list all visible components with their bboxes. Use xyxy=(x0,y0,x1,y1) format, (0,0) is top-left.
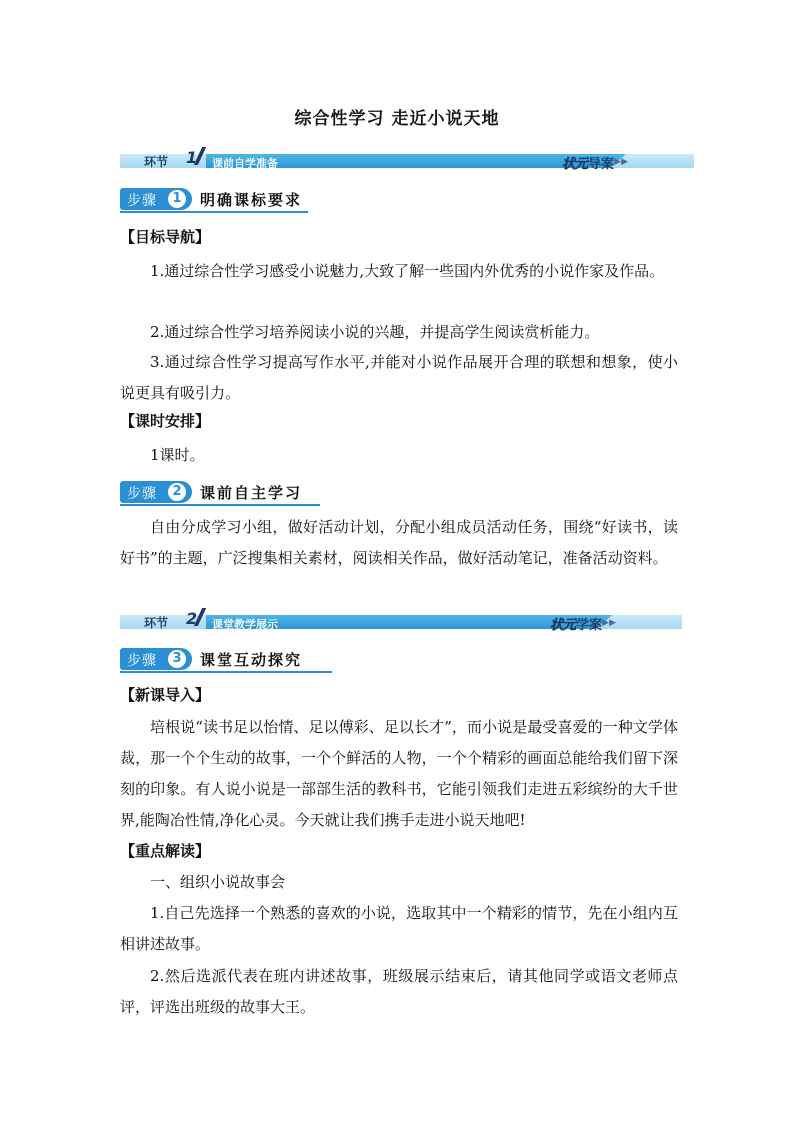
section-number: 1 xyxy=(186,148,198,167)
paragraph-goal-1: 1.通过综合性学习感受小说魅力,大致了解一些国内外优秀的小说作家及作品。 xyxy=(150,262,665,280)
step-number-circle: 1 xyxy=(168,190,186,208)
section-banner-2 xyxy=(120,609,682,633)
paragraph-intro: 培根说“读书足以怡情、足以傅彩、足以长才”，而小说是最受喜爱的一种文学体裁，那一个个生动的故事，一个个鲜活的人物，一个个精彩的画面总能给我们留下深刻的印象。有人说小说是一部部生活的教科书，它能引领我们走进五彩缤纷的大千世界,能陶冶性情,净化心灵。今天就让我们携手走进小说天地吧! xyxy=(120,718,678,829)
section-name: 课前自学准备 xyxy=(212,157,278,170)
step-title: 明确课标要求 xyxy=(200,191,303,209)
section-tag: 状元学案 xyxy=(549,618,602,633)
step-underline xyxy=(120,211,308,213)
page-title: 综合性学习 走近小说天地 xyxy=(294,109,500,129)
step-title: 课堂互动探究 xyxy=(200,651,303,669)
step-number-circle: 3 xyxy=(168,650,186,668)
step-label: 步骤 xyxy=(127,486,157,502)
double-arrow-icon: ▶▶ xyxy=(602,618,616,628)
section-number: 2 xyxy=(186,609,198,628)
section-label: 环节 xyxy=(144,616,169,630)
section-tag: 状元导案 xyxy=(561,157,614,172)
paragraph-self-study: 自由分成学习小组，做好活动计划，分配小组成员活动任务，围绕“好读书，读好书”的主题，广泛搜集相关素材，阅读相关作品，做好活动笔记，准备活动资料。 xyxy=(120,518,678,567)
paragraph-goal-2: 2.通过综合性学习培养阅读小说的兴趣，并提高学生阅读赏析能力。 xyxy=(150,323,600,341)
step-underline xyxy=(120,504,320,506)
step-label: 步骤 xyxy=(127,193,157,209)
step-title: 课前自主学习 xyxy=(200,484,303,502)
paragraph-schedule: 1课时。 xyxy=(150,446,205,464)
paragraph-key-1: 1.自己先选择一个熟悉的喜欢的小说，选取其中一个精彩的情节，先在小组内互相讲述故事。 xyxy=(120,904,678,953)
double-arrow-icon: ▶▶ xyxy=(614,157,628,167)
section-name: 课堂教学展示 xyxy=(212,618,278,631)
step-underline xyxy=(120,671,332,673)
label-key: 【重点解读】 xyxy=(120,842,211,860)
step-label: 步骤 xyxy=(127,653,157,669)
step-number-circle: 2 xyxy=(168,483,186,501)
section-label: 环节 xyxy=(144,155,169,169)
paragraph-goal-3: 3.通过综合性学习提高写作水平,并能对小说作品展开合理的联想和想象，使小说更具有吸引力。 xyxy=(120,353,678,402)
label-intro: 【新课导入】 xyxy=(120,686,211,704)
label-schedule: 【课时安排】 xyxy=(120,412,211,430)
section-banner-1 xyxy=(120,148,694,172)
paragraph-key-2: 2.然后选派代表在班内讲述故事，班级展示结束后，请其他同学或语文老师点评，评选出班级的故事大王。 xyxy=(120,967,678,1016)
label-goal: 【目标导航】 xyxy=(120,228,211,246)
paragraph-key-heading: 一、组织小说故事会 xyxy=(150,873,286,891)
